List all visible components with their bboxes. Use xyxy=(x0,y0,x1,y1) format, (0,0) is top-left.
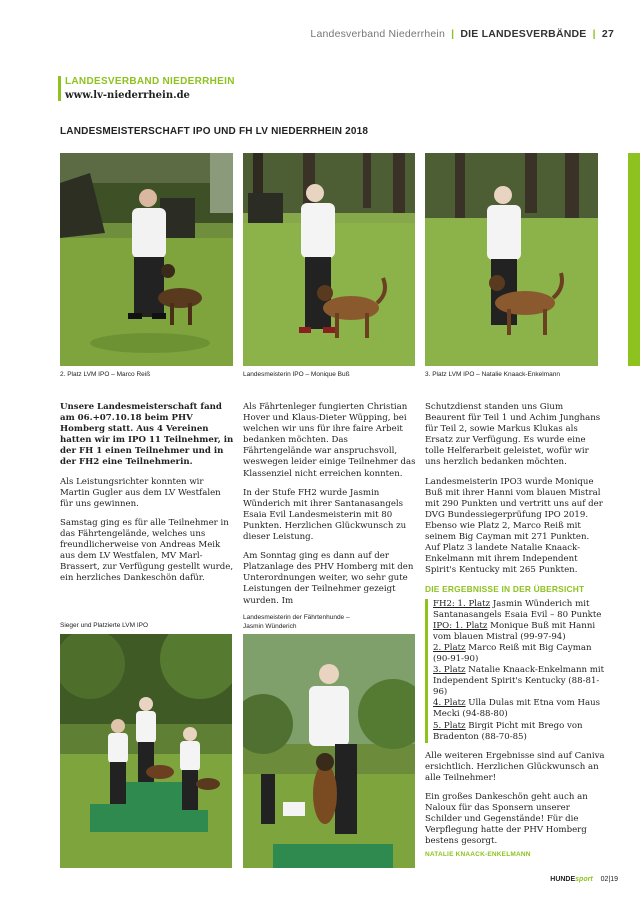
section-label xyxy=(58,76,235,101)
page-number: 27 xyxy=(601,28,614,40)
running-header xyxy=(310,28,614,40)
result-item xyxy=(433,643,605,665)
caption-jasmin-line-1: Landesmeisterin der Fährtenhunde – xyxy=(243,614,350,621)
result-text: Natalie Knaack-Enkelmann mit Independent Spirit's Kentucky (88-81-96) xyxy=(433,665,605,698)
column1-paragraph-2: Als Leistungsrichter konnten wir Martin Gugler aus dem LV Westfalen für uns gewinnen. xyxy=(60,476,221,509)
result-place: IPO: 1. Platz xyxy=(433,620,488,631)
photo-jasmin-wuenderich-image xyxy=(243,634,415,868)
column1-paragraph-3: Samstag ging es für alle Teilnehmer in das Fährtengelände, welches uns freundlicherweise von Andreas Meik aus dem LV Westfalen, MV Marl-Brassert, zur Verfügung gestellt wurde, ein herzliches Dankeschön dafür. xyxy=(60,517,234,584)
column3-paragraph-3: Alle weiteren Ergebnisse sind auf Caniva ersichtlich. Herzlichen Glückwunsch an alle Teilnehmer! xyxy=(425,750,605,783)
column2-paragraph-3: Am Sonntag ging es dann auf der Platzanlage des PHV Homberg mit den Unterordnungen weiter, wo sehr gute Leistungen der Teilnehmer gezeigt wurden. Im xyxy=(243,551,414,606)
result-text: Marco Reiß mit Big Cayman (90-91-90) xyxy=(433,642,592,664)
photo-natalie-knaack xyxy=(425,153,598,366)
result-place: 2. Platz xyxy=(433,642,466,653)
column-2 xyxy=(243,402,419,615)
result-text: Ulla Dulas mit Etna vom Haus Mecki (94-88-80) xyxy=(433,698,601,720)
results-title: DIE ERGEBNISSE IN DER ÜBERSICHT xyxy=(425,584,585,595)
caption-winners: Sieger und Platzierte LVM IPO xyxy=(60,622,149,629)
result-text: Birgit Picht mit Brego von Bradenton (88-70-85) xyxy=(433,720,583,742)
header-divider-2: | xyxy=(592,28,596,40)
results-list xyxy=(425,599,605,743)
header-divider: | xyxy=(451,28,455,40)
photo-podium xyxy=(60,634,232,868)
footer-brand-2: sport xyxy=(575,876,593,883)
result-text: Jasmin Wünderich mit Santanasangels Esaia Evil – 80 Punkte xyxy=(433,598,602,620)
photo-natalie-knaack-image xyxy=(425,153,598,366)
article-author: NATALIE KNAACK-ENKELMANN xyxy=(425,851,531,859)
caption-jasmin-line-2: Jasmin Wünderich xyxy=(243,622,297,630)
result-place: FH2: 1. Platz xyxy=(433,598,491,609)
result-place: 4. Platz xyxy=(433,698,466,709)
result-item xyxy=(433,665,605,698)
column-1 xyxy=(60,402,236,592)
photo-monique-buss-image xyxy=(243,153,415,366)
result-item xyxy=(433,721,605,743)
result-item xyxy=(433,599,605,621)
result-place: 3. Platz xyxy=(433,665,466,676)
accent-bar xyxy=(628,153,640,366)
column3-paragraph-1: Schutzdienst standen uns Gium Beaurent für Teil 1 und Achim Junghans für Teil 2, sowie Markus Klukas als Ersatz zur Verfügung. Es wurde eine tolle Helferarbeit geleistet, wofür wir uns herzlich bedanken möchten. xyxy=(425,402,601,468)
photo-marco-reiss-image xyxy=(60,153,233,366)
header-section: Landesverband Niederrhein xyxy=(310,28,445,40)
result-place: 5. Platz xyxy=(433,720,466,731)
result-item xyxy=(433,621,605,643)
column2-paragraph-2: In der Stufe FH2 wurde Jasmin Wünderich mit ihrer Santanasangels Esaia Evil Landesmeisterin mit 80 Punkten. Herzlichen Glückwunsch zu dieser Leistung. xyxy=(243,487,407,543)
caption-jasmin-wuenderich xyxy=(243,614,415,631)
intro-paragraph: Unsere Landesmeisterschaft fand am 06.+07.10.18 beim PHV Homberg statt. Aus 4 Vereinen hatten wir im IPO 11 Teilnehmer, in der FH 1 einen Teilnehmer und in der FH2 eine Teilnehmerin. xyxy=(60,402,234,468)
column3-paragraph-4: Ein großes Dankeschön geht auch an Naloux für das Sponsern unserer Schilder und Gegenstände! Für die Verpflegung hatte der PHV Homberg bestens gesorgt. xyxy=(425,792,588,847)
article-headline: LANDESMEISTERSCHAFT IPO UND FH LV NIEDERRHEIN 2018 xyxy=(60,126,369,137)
caption-natalie-knaack: 3. Platz LVM IPO – Natalie Knaack-Enkelmann xyxy=(425,371,560,378)
photo-marco-reiss xyxy=(60,153,233,366)
section-name: LANDESVERBAND NIEDERRHEIN xyxy=(65,76,235,87)
column3-paragraph-2: Landesmeisterin IPO3 wurde Monique Buß mit ihrer Hanni vom blauen Mistral mit 290 Punkten und vertritt uns auf der DVG Bundessiegerprüfung IPO 2019. Ebenso wie Platz 2, Marco Reiß mit seinem Big Cayman mit 271 Punkten. Auf Platz 3 landete Natalie Knaack-Enkelmann mit ihrem Independent Spirit's Kentucky mit 265 Punkten. xyxy=(425,476,603,576)
footer-brand-1: HUNDE xyxy=(550,876,576,883)
caption-monique-buss: Landesmeisterin IPO – Monique Buß xyxy=(243,371,350,378)
section-url[interactable]: www.lv-niederrhein.de xyxy=(65,90,190,101)
photo-monique-buss xyxy=(243,153,415,366)
result-text: Monique Buß mit Hanni vom blauen Mistral (99-97-94) xyxy=(433,620,596,642)
photo-podium-image xyxy=(60,634,232,868)
column-3 xyxy=(425,402,605,861)
header-category: DIE LANDESVERBÄNDE xyxy=(460,28,587,40)
photo-jasmin-wuenderich xyxy=(243,634,415,868)
footer-issue: 02|19 xyxy=(600,876,618,883)
page-footer xyxy=(550,876,618,883)
result-item xyxy=(433,698,605,720)
caption-marco-reiss: 2. Platz LVM IPO – Marco Reiß xyxy=(60,371,151,378)
column2-paragraph-1: Als Fährtenleger fungierten Christian Hover und Klaus-Dieter Wüpping, bei welchen wir uns für ihre faire Arbeit bedanken möchten. Das Fährtengelände war anspruchsvoll, weswegen leider einige Teilnehmer das Klassenziel nicht erreichen konnten. xyxy=(243,402,416,479)
